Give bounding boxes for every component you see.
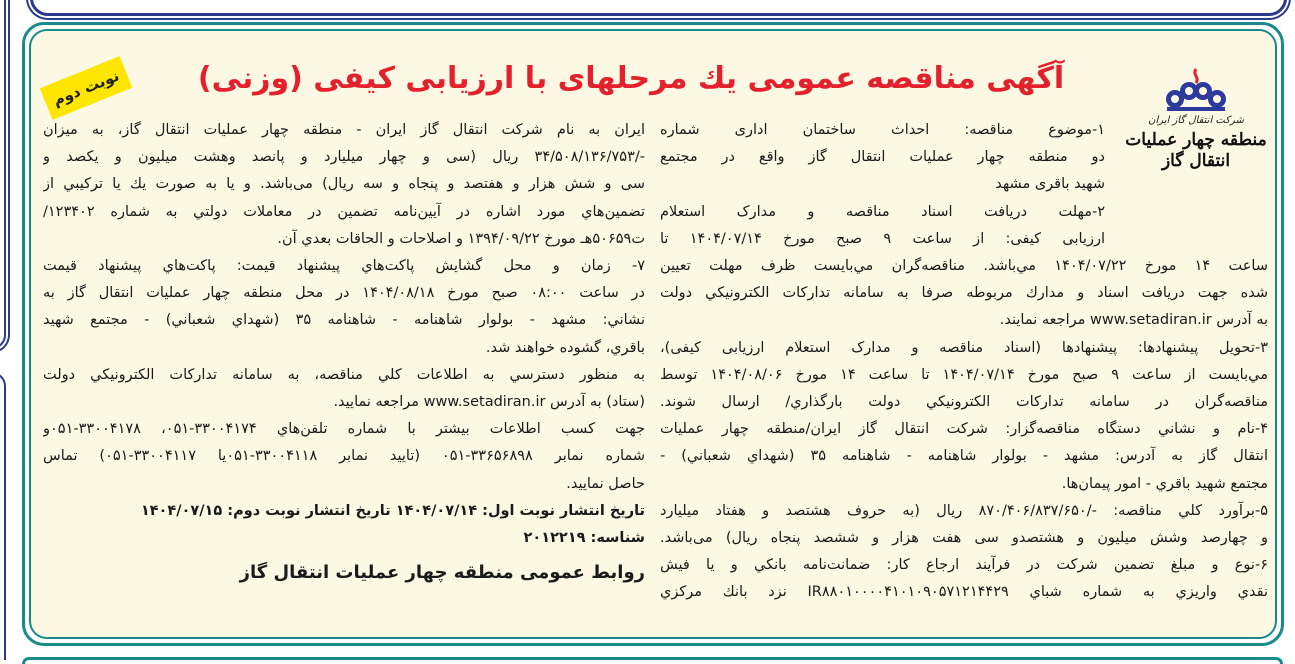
ad-title: آگهی مناقصه عمومی یك مرحلهای با ارزیابی کیفی (وزنی) bbox=[197, 61, 1065, 96]
text-line: شده جهت دریافت اسناد و مدارك مربوطه صرفا به سامانه تدارکات الکترونیکي دولت bbox=[660, 285, 1268, 302]
text-line: دو منطقه چهار عملیات انتقال گاز واقع در مجتمع bbox=[660, 149, 1105, 166]
text-line: ۲-مهلت دریافت اسناد مناقصه و مدارک استعلام bbox=[660, 203, 1105, 220]
region-name: منطقه چهار عملیات انتقال گاز bbox=[1125, 130, 1267, 171]
left-ad-border bbox=[0, 0, 6, 349]
text-line: ایران به نام شرکت انتقال گاز ایران - منطقه چهار عملیات انتقال گاز، به میزان bbox=[43, 122, 645, 138]
text-line: ۵-برآورد کلي مناقصه: -/۸۷۰/۴۰۶/۸۳۷/۶۵۰ ریال (به حروف هشتصد و هفتاد میلیارد bbox=[660, 502, 1268, 519]
text-line: مي‌بایست از ساعت ۹ صبح مورخ ۱۴۰۴/۰۷/۱۴ تا ساعت ۱۴ مورخ ۱۴۰۴/۰۸/۰۶ توسط bbox=[660, 366, 1268, 383]
text-line: تضمین‌هاي مورد اشاره در آیین‌نامه تضمین در معاملات دولتي به شماره ۱۲۳۴۰۲/ bbox=[43, 203, 645, 220]
tender-ad bbox=[22, 22, 1284, 646]
text-line: نشاني: مشهد - بولوار شاهنامه - شاهنامه ۳۵ (شهداي شعباني) - مجتمع شهید bbox=[43, 312, 645, 329]
text-line: -/۳۴/۵۰۸/۱۳۶/۷۵۳ ریال (سی و چهار میلیارد و پانصد وهشت میلیون و یکصد و bbox=[43, 149, 645, 166]
text-line: جهت کسب اطلاعات بیشتر با شماره تلفن‌هاي ۳۳۰۰۴۱۷۴-۰۵۱، ۳۳۰۰۴۱۷۸-۰۵۱و bbox=[43, 421, 645, 438]
ad-body bbox=[29, 29, 1277, 639]
company-name: شرکت انتقال گاز ایران bbox=[1148, 115, 1244, 126]
company-logo bbox=[1121, 65, 1271, 172]
next-ad-border bbox=[22, 657, 1283, 664]
gas-flame-logo-icon bbox=[1161, 65, 1231, 113]
previous-ad-border bbox=[30, 0, 1287, 16]
text-line: ۴-نام و نشاني دستگاه مناقصه‌گزار: شرکت انتقال گاز ایران/منطقه چهار عملیات bbox=[660, 421, 1268, 438]
text-line: ۷- زمان و محل گشایش پاکت‌هاي پیشنهاد قیمت: پاکت‌هاي پیشنهاد قیمت bbox=[43, 258, 645, 274]
text-line: (ستاد) به آدرس www.setadiran.ir مراجعه نمایید. bbox=[333, 394, 645, 410]
text-line: مجتمع شهید باقري - امور پیمان‌ها. bbox=[1061, 475, 1268, 492]
text-line: باقري، گشوده خواهند شد. bbox=[485, 339, 645, 356]
text-line: ۶-نوع و مبلغ تضمین شرکت در فرآیند ارجاع کار: ضمانت‌نامه بانکي و یا فیش bbox=[660, 557, 1268, 574]
text-line: ساعت ۱۴ مورخ ۱۴۰۴/۰۷/۲۲ مي‌باشد. مناقصه‌گران مي‌بایست ظرف مهلت تعیین bbox=[660, 258, 1268, 274]
left-ad-border bbox=[0, 372, 6, 660]
text-line: ارزیابی کیفی: از ساعت ۹ صبح مورخ ۱۴۰۴/۰۷/۱۴ تا bbox=[660, 230, 1105, 247]
text-line: ت۵۰۶۵۹هـ مورخ ۱۳۹۴/۰۹/۲۲ و اصلاحات و الحاقات بعدي آن. bbox=[277, 230, 645, 247]
text-line: در ساعت ۰۸:۰۰ صبح مورخ ۱۴۰۴/۰۸/۱۸ در محل منطقه چهار عملیات انتقال گاز به bbox=[43, 285, 645, 302]
text-line: سی و شش هزار و هفتصد و پنجاه و سه ریال) می‌باشد. و یا به صورت یك یا ترکیبي از bbox=[43, 176, 645, 193]
publish-dates: تاریخ انتشار نوبت اول: ۱۴۰۴/۰۷/۱۴ تاریخ انتشار نوبت دوم: ۱۴۰۴/۰۷/۱۵ bbox=[140, 502, 645, 519]
second-publication-badge: نوبت دوم bbox=[40, 56, 132, 120]
text-line: به آدرس www.setadiran.ir مراجعه نمایند. bbox=[999, 312, 1268, 329]
text-line: شماره نمابر ۳۳۶۵۶۸۹۸-۰۵۱ (تایید نمابر ۳۳۰۰۴۱۱۸-۰۵۱یا ۳۳۰۰۴۱۱۷-۰۵۱) تماس bbox=[43, 448, 645, 465]
text-line: ۳-تحویل پیشنهادها: پیشنهادها (اسناد مناقصه و مدارک استعلام ارزیابی کیفی)، bbox=[660, 339, 1268, 356]
text-line: شهید باقری مشهد bbox=[995, 176, 1105, 193]
signature: روابط عمومی منطقه چهار عملیات انتقال گاز bbox=[239, 562, 645, 584]
text-line: مناقصه‌گران در سامانه تدارکات الکترونیکي دولت بارگذاري/ ارسال شوند. bbox=[660, 394, 1268, 410]
text-line: ۱-موضوع مناقصه: احداث ساختمان اداری شماره bbox=[660, 122, 1105, 138]
text-line: و چهارصد وشش میلیون و هشتصدو سی هفت هزار و ششصد پنجاه ریال) می‌باشد. bbox=[660, 530, 1268, 546]
text-line: نقدي واریزي به شماره شباي IR۸۸۰۱۰۰۰۰۴۱۰۱۰۹۰۵۷۱۲۱۴۴۲۹ نزد بانك مرکزي bbox=[660, 584, 1268, 601]
text-line: به منظور دسترسي به اطلاعات کلي مناقصه، به سامانه تدارکات الکترونیکي دولت bbox=[43, 366, 645, 383]
ad-id: شناسه: ۲۰۱۲۲۱۹ bbox=[523, 530, 645, 546]
text-line: انتقال گاز به آدرس: مشهد - بولوار شاهنامه - شاهنامه ۳۵ (شهداي شعباني) - bbox=[660, 448, 1268, 465]
text-line: حاصل نمایید. bbox=[566, 475, 645, 492]
